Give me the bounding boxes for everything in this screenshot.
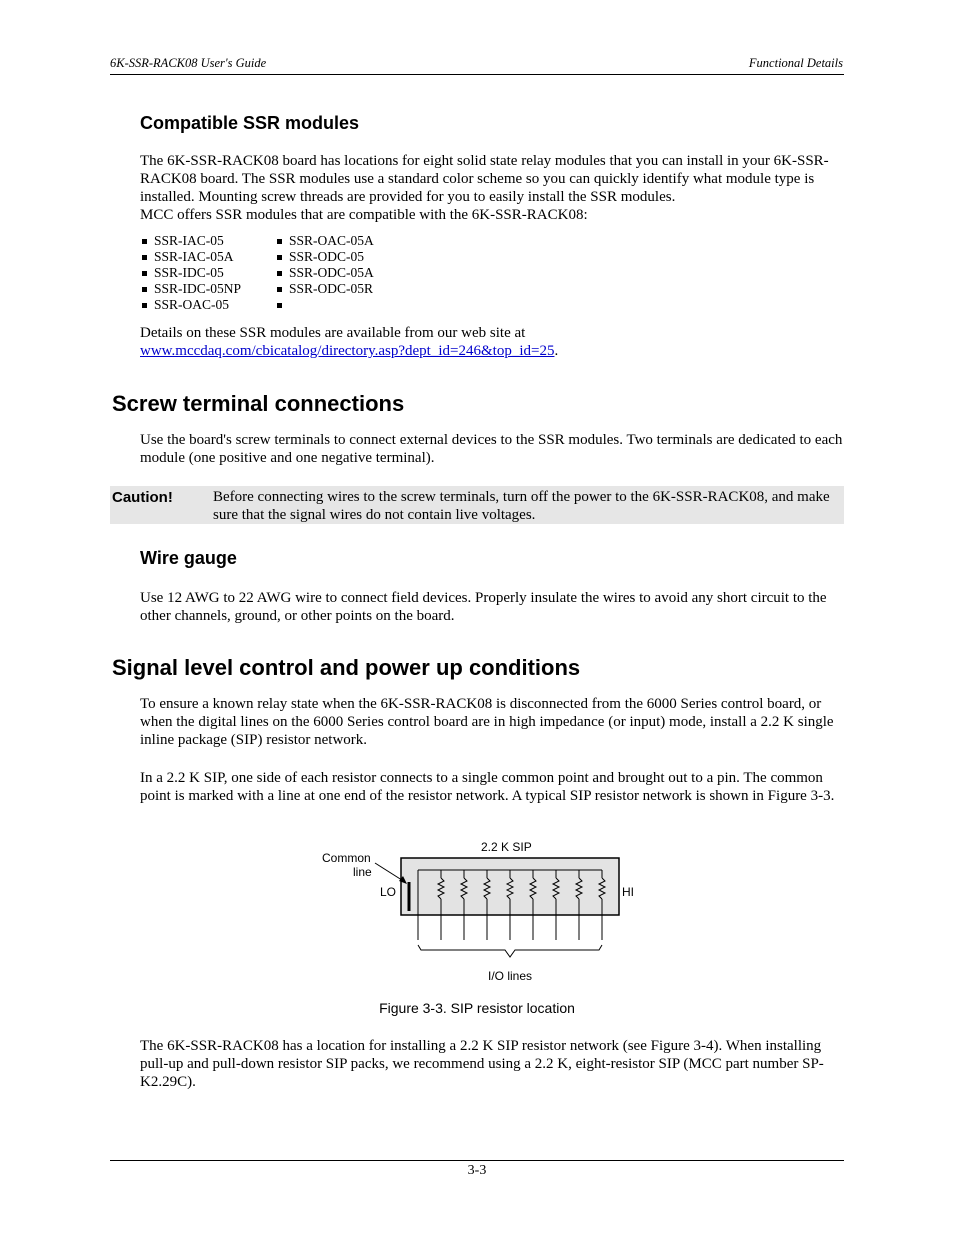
footer-rule <box>110 1160 844 1161</box>
running-header-title: 6K-SSR-RACK08 User's Guide <box>110 56 267 70</box>
list-item: SSR-IDC-05NP <box>140 281 241 297</box>
ssr-module-list-col1 <box>140 233 241 313</box>
wire-gauge-heading: Wire gauge <box>140 548 237 568</box>
io-lines-bracket <box>418 945 602 957</box>
header-rule <box>110 74 844 75</box>
caution-label: Caution! <box>112 489 173 506</box>
list-item: SSR-IAC-05A <box>140 249 241 265</box>
list-item: SSR-OAC-05 <box>140 297 241 313</box>
page-number: 3-3 <box>467 1163 487 1178</box>
screw-terminal-paragraph: Use the board's screw terminals to connect external devices to the SSR modules. Two terminals are dedicated to each module (one positive and one negative terminal). <box>140 432 843 466</box>
compatible-ssr-heading: Compatible SSR modules <box>140 113 360 133</box>
mccdaq-catalog-link[interactable]: www.mccdaq.com/cbicatalog/directory.asp?dept_id=246&top_id=25 <box>140 343 555 359</box>
caution-text: Before connecting wires to the screw terminals, turn off the power to the 6K-SSR-RACK08, and make sure that the signal wires do not contain live voltages. <box>213 489 830 523</box>
compatible-ssr-paragraph: The 6K-SSR-RACK08 board has locations for eight solid state relay modules that you can install in your 6K-SSR-RACK08 board. The SSR modules use a standard color scheme so you can quickly identify what module type is installed. Mounting screw threads are provided for you to easily install the SSR modules. <box>140 153 829 205</box>
mcc-offers-text: MCC offers SSR modules that are compatible with the 6K-SSR-RACK08: <box>140 207 588 223</box>
list-item: SSR-IDC-05 <box>140 265 241 281</box>
running-header-section: Functional Details <box>748 56 843 70</box>
signal-level-paragraph-3: The 6K-SSR-RACK08 has a location for installing a 2.2 K SIP resistor network (see Figure 3-4). When installing pull-up and pull-down resistor SIP packs, we recommend using a 2.2 K, eight-resistor SIP (MCC part number SP-K2.29C). <box>140 1038 824 1090</box>
details-text: Details on these SSR modules are available from our web site at <box>140 325 526 341</box>
list-item: SSR-ODC-05R <box>275 281 374 297</box>
ssr-module-list-col2 <box>275 233 374 313</box>
common-line-label-2: line <box>353 865 372 879</box>
details-period: . <box>554 343 559 359</box>
list-item: SSR-IAC-05 <box>140 233 241 249</box>
list-item: SSR-ODC-05 <box>275 249 374 265</box>
figure-caption: Figure 3-3. SIP resistor location <box>379 1000 575 1016</box>
hi-label: HI <box>622 885 634 899</box>
signal-level-heading: Signal level control and power up conditions <box>112 655 581 680</box>
list-item: SSR-OAC-05A <box>275 233 374 249</box>
io-lines-label: I/O lines <box>488 969 533 983</box>
signal-level-paragraph-2: In a 2.2 K SIP, one side of each resistor connects to a single common point and brought out to a pin. The common point is marked with a line at one end of the resistor network. A typical SIP resistor network is shown in Figure 3-3. <box>140 770 835 804</box>
wire-gauge-paragraph: Use 12 AWG to 22 AWG wire to connect field devices. Properly insulate the wires to avoid any short circuit to the other channels, ground, or other points on the board. <box>140 590 827 624</box>
screw-terminal-heading: Screw terminal connections <box>112 391 405 416</box>
signal-level-paragraph-1: To ensure a known relay state when the 6K-SSR-RACK08 is disconnected from the 6000 Series control board, or when the digital lines on the 6000 Series control board are in high impedance (or input) mode, install a 2.2 K single inline package (SIP) resistor network. <box>140 696 834 748</box>
list-item: SSR-ODC-05A <box>275 265 374 281</box>
sip-title-label: 2.2 K SIP <box>481 840 532 854</box>
common-line-label: Common <box>322 851 371 865</box>
sip-resistor-figure <box>300 830 660 990</box>
lo-label: LO <box>380 885 397 899</box>
list-item <box>275 297 374 313</box>
caution-box <box>110 486 844 524</box>
details-paragraph <box>140 324 844 360</box>
